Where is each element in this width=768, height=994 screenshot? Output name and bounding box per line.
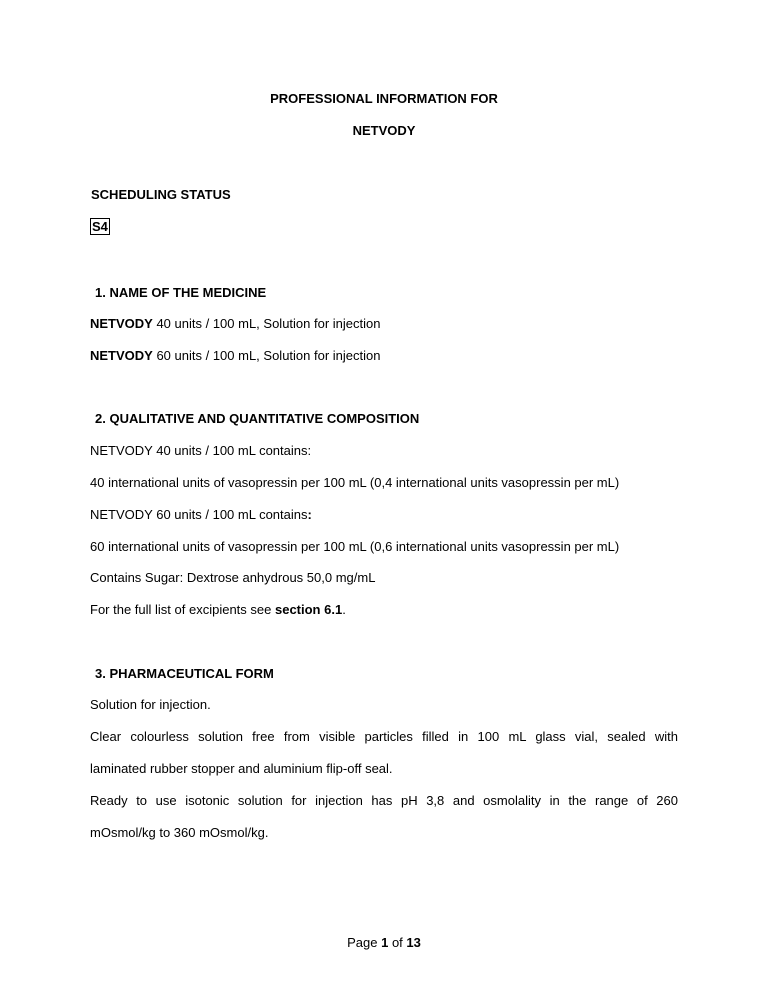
scheduling-status-badge: S4 [92, 219, 108, 234]
section2-line4: 60 international units of vasopressin per 100 mL (0,6 international units vasopressin per mL) [90, 539, 620, 554]
section3-heading: 3. PHARMACEUTICAL FORM [95, 666, 274, 681]
section2-line1: NETVODY 40 units / 100 mL contains: [90, 443, 312, 458]
page-total: 13 [406, 935, 421, 950]
section2-line3 [90, 507, 312, 522]
section1-heading: 1. NAME OF THE MEDICINE [95, 285, 267, 300]
scheduling-status [90, 218, 110, 235]
section2-line6-pre: For the full list of excipients see [90, 602, 275, 617]
section3-line3: laminated rubber stopper and aluminium flip-off seal. [90, 761, 393, 776]
page-number: 1 [381, 935, 389, 950]
product-name: NETVODY [90, 316, 153, 331]
page-footer [0, 935, 768, 950]
product-name: NETVODY [90, 348, 153, 363]
section1-line2 [90, 348, 380, 363]
section1-line1-text: 40 units / 100 mL, Solution for injection [152, 316, 381, 331]
section1-line1 [90, 316, 380, 331]
section-reference: section 6.1 [274, 602, 343, 617]
section3-line1: Solution for injection. [90, 697, 211, 712]
section3-line5: mOsmol/kg to 360 mOsmol/kg. [90, 825, 269, 840]
section3-line4: Ready to use isotonic solution for injection has pH 3,8 and osmolality in the range of 260 [90, 793, 678, 808]
section2-line3-text: NETVODY 60 units / 100 mL contains [90, 507, 308, 522]
section2-line2: 40 international units of vasopressin per 100 mL (0,4 international units vasopressin per mL) [90, 475, 620, 490]
section2-heading: 2. QUALITATIVE AND QUANTITATIVE COMPOSITION [95, 411, 420, 426]
document-subtitle: NETVODY [352, 123, 416, 138]
section2-line5: Contains Sugar: Dextrose anhydrous 50,0 mg/mL [90, 570, 376, 585]
document-title: PROFESSIONAL INFORMATION FOR [270, 91, 498, 106]
section3-line2: Clear colourless solution free from visible particles filled in 100 mL glass vial, sealed with [90, 729, 678, 744]
scheduling-heading: SCHEDULING STATUS [91, 187, 231, 202]
section2-line6 [90, 602, 346, 617]
footer-of-word: of [388, 935, 407, 950]
section1-line2-text: 60 units / 100 mL, Solution for injection [152, 348, 381, 363]
section2-line3-colon: : [307, 507, 312, 522]
section2-line6-post: . [342, 602, 346, 617]
footer-page-word: Page [347, 935, 382, 950]
